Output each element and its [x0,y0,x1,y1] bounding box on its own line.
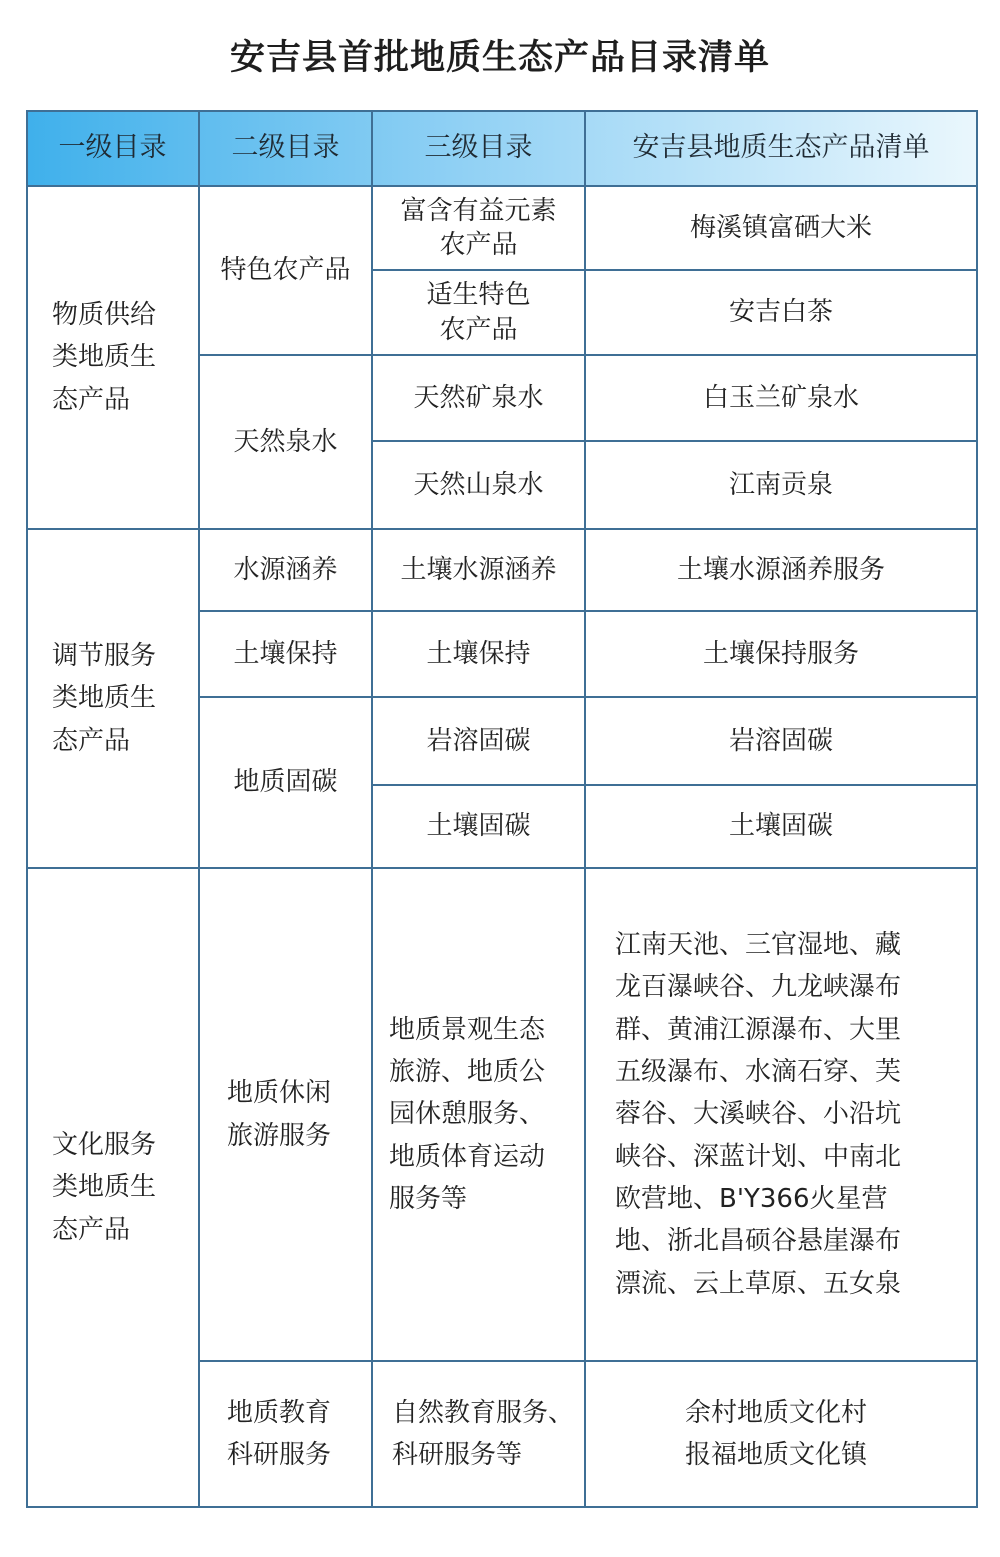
product-magnolia-water: 白玉兰矿泉水 [702,382,859,413]
product-soil-retention-service: 土壤保持服务 [702,638,859,669]
grid-line [26,867,978,869]
level3-soil-carbon: 土壤固碳 [426,811,531,842]
level1-material-supply: 物质供给 类地质生 态产品 [52,300,157,415]
header-level3: 三级目录 [424,131,533,163]
grid-line [584,110,586,1508]
grid-line [26,1506,978,1508]
header-product-list: 安吉县地质生态产品清单 [632,131,930,163]
grid-line [198,1360,978,1362]
level3-beneficial-elements: 富含有益元素 农产品 [400,195,557,260]
grid-line [26,185,978,187]
grid-line [26,528,978,530]
level3-adaptive-specialty: 适生特色 农产品 [426,280,531,345]
level2-specialty-agri: 特色农产品 [220,255,351,286]
level2-geo-tourism: 地质休闲 旅游服务 [227,1078,332,1151]
level3-karst-carbon: 岩溶固碳 [426,725,531,756]
level1-regulating-service: 调节服务 类地质生 态产品 [52,641,157,756]
grid-line [198,354,978,356]
level1-cultural-service: 文化服务 类地质生 态产品 [52,1130,157,1245]
level2-soil-retention: 土壤保持 [233,638,338,669]
level3-mineral-water: 天然矿泉水 [413,382,544,413]
header-level2: 二级目录 [231,131,340,163]
level2-geo-carbon: 地质固碳 [233,767,338,798]
level3-soil-water: 土壤水源涵养 [400,554,557,585]
product-soil-carbon: 土壤固碳 [728,811,833,842]
level3-mountain-spring: 天然山泉水 [413,469,544,500]
level3-soil-retention: 土壤保持 [426,638,531,669]
grid-line [976,110,978,1508]
grid-line [371,110,373,1508]
grid-line [26,110,978,112]
product-karst-carbon: 岩溶固碳 [728,725,833,756]
grid-line [371,784,978,786]
product-culture-village: 余村地质文化村 报福地质文化镇 [684,1397,867,1470]
level2-water-conservation: 水源涵养 [233,554,338,585]
product-jiangnan-spring: 江南贡泉 [728,469,833,500]
product-tourism-sites: 江南天池、三官湿地、藏 龙百瀑峡谷、九龙峡瀑布 群、黄浦江源瀑布、大里 五级瀑布、水滴石穿、芙 蓉谷、大溪峡谷、小沿坑 峡谷、深蓝计划、中南北 欧营地、B'Y366火星营 地、浙北昌硕谷悬崖瀑布 漂流、云上草原、五女泉 [615,929,902,1299]
level3-education-detail: 自然教育服务、 科研服务等 [392,1397,575,1470]
product-soil-water-service: 土壤水源涵养服务 [676,554,885,585]
grid-line [26,110,28,1508]
header-level1: 一级目录 [58,131,167,163]
level2-natural-spring: 天然泉水 [233,426,338,457]
grid-line [198,696,978,698]
grid-line [198,610,978,612]
grid-line [371,269,978,271]
product-selenium-rice: 梅溪镇富硒大米 [689,212,872,243]
page-title: 安吉县首批地质生态产品目录清单 [229,38,770,78]
level2-geo-education: 地质教育 科研服务 [227,1397,332,1470]
grid-line [198,110,200,1508]
product-white-tea: 安吉白茶 [728,297,833,328]
grid-line [371,440,978,442]
level3-geo-tourism-detail: 地质景观生态 旅游、地质公 园休憩服务、 地质体育运动 服务等 [389,1015,546,1214]
